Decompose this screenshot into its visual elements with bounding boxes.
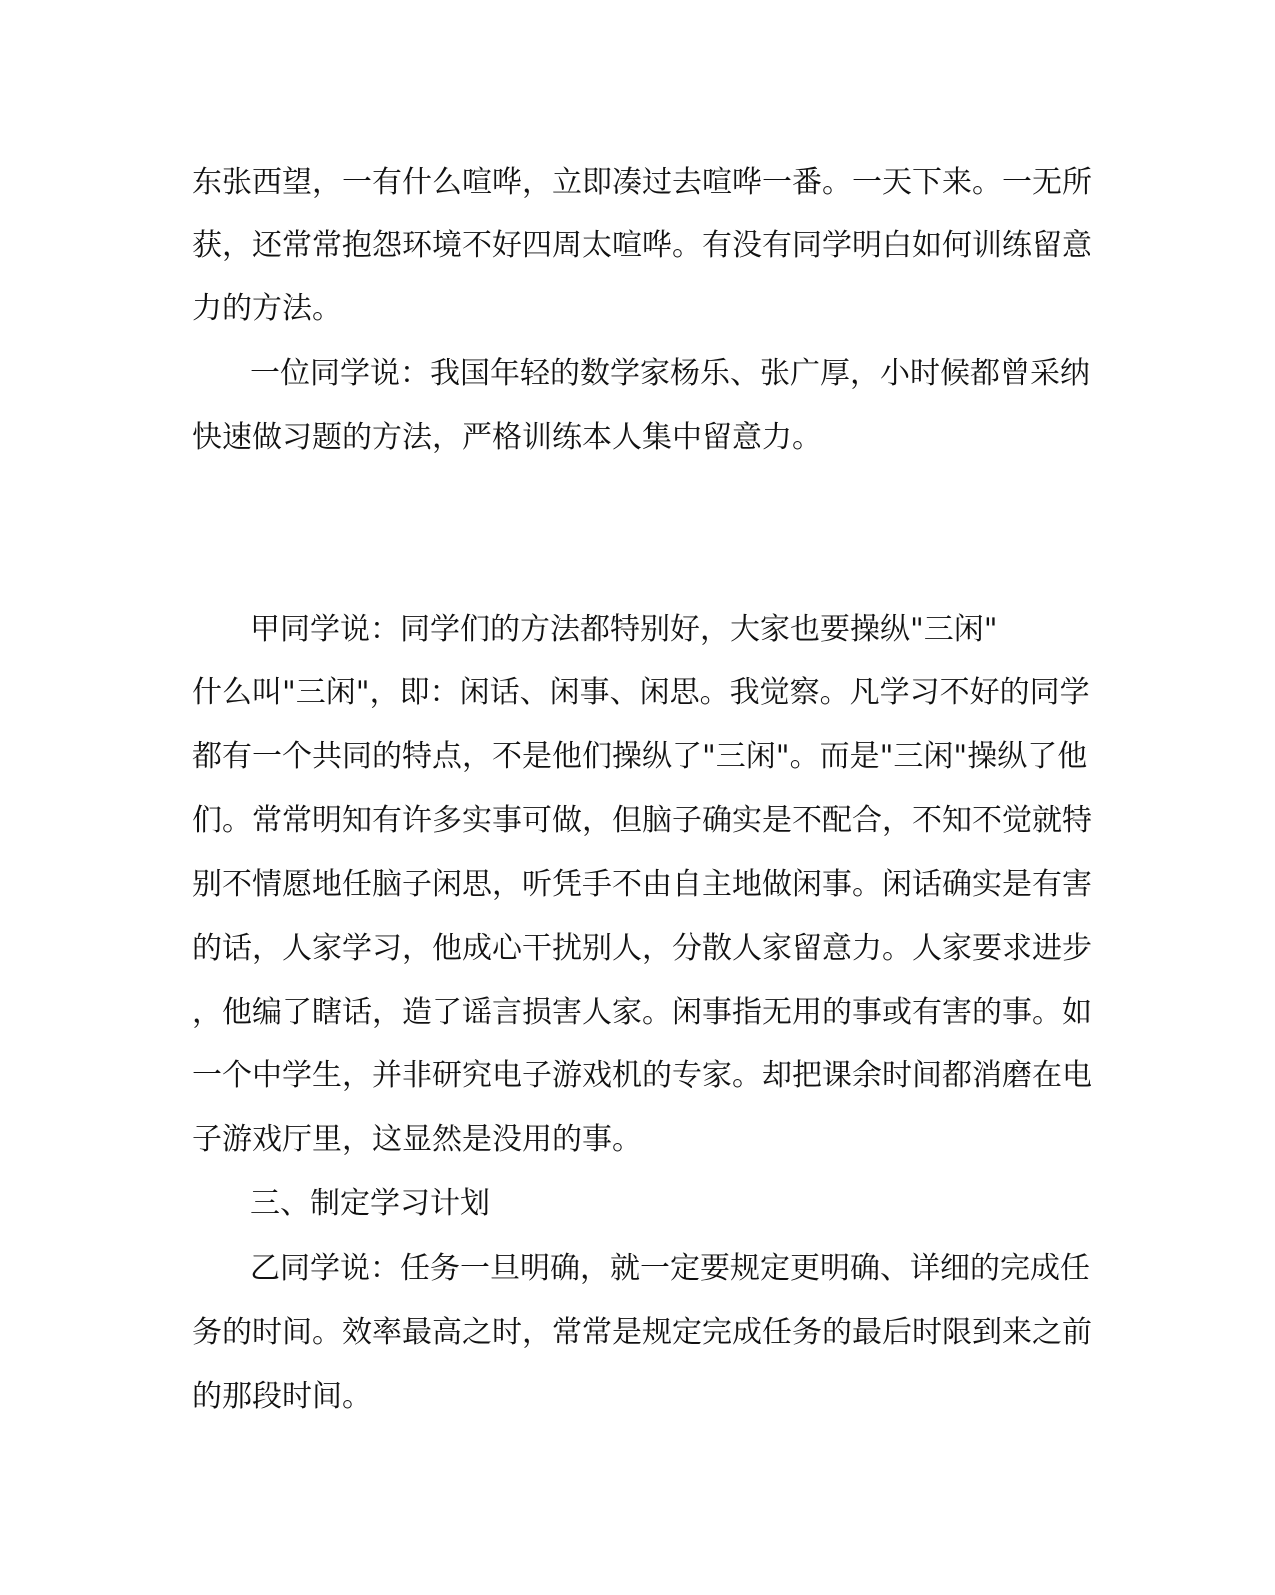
text-line-11: 的话，人家学习，他成心干扰别人，分散人家留意力。人家要求进步 — [192, 931, 1092, 966]
text-line-17: 务的时间。效率最高之时，常常是规定完成任务的最后时限到来之前 — [192, 1315, 1092, 1350]
text-line-1: 东张西望，一有什么喧哗，立即凑过去喧哗一番。一天下来。一无所 — [192, 165, 1092, 200]
text-line-12: ，他编了瞎话，造了谣言损害人家。闲事指无用的事或有害的事。如 — [192, 995, 1092, 1030]
text-line-16: 乙同学说：任务一旦明确，就一定要规定更明确、详细的完成任 — [250, 1251, 1090, 1286]
text-line-3: 力的方法。 — [192, 291, 342, 326]
text-line-9: 们。常常明知有许多实事可做，但脑子确实是不配合，不知不觉就特 — [192, 803, 1092, 838]
text-line-2: 获，还常常抱怨环境不好四周太喧哗。有没有同学明白如何训练留意 — [192, 228, 1092, 263]
text-line-4: 一位同学说：我国年轻的数学家杨乐、张广厚，小时候都曾采纳 — [250, 356, 1090, 391]
text-line-13: 一个中学生，并非研究电子游戏机的专家。却把课余时间都消磨在电 — [192, 1058, 1092, 1093]
text-line-18: 的那段时间。 — [192, 1379, 372, 1414]
text-line-8: 都有一个共同的特点，不是他们操纵了"三闲"。而是"三闲"操纵了他 — [192, 739, 1088, 774]
section-heading: 三、制定学习计划 — [250, 1186, 490, 1221]
text-line-10: 别不情愿地任脑子闲思，听凭手不由自主地做闲事。闲话确实是有害 — [192, 867, 1092, 902]
text-line-6: 甲同学说：同学们的方法都特别好，大家也要操纵"三闲" — [250, 612, 998, 647]
text-line-5: 快速做习题的方法，严格训练本人集中留意力。 — [192, 420, 822, 455]
text-line-7: 什么叫"三闲"，即：闲话、闲事、闲思。我觉察。凡学习不好的同学 — [192, 675, 1090, 710]
text-line-14: 子游戏厅里，这显然是没用的事。 — [192, 1122, 642, 1157]
